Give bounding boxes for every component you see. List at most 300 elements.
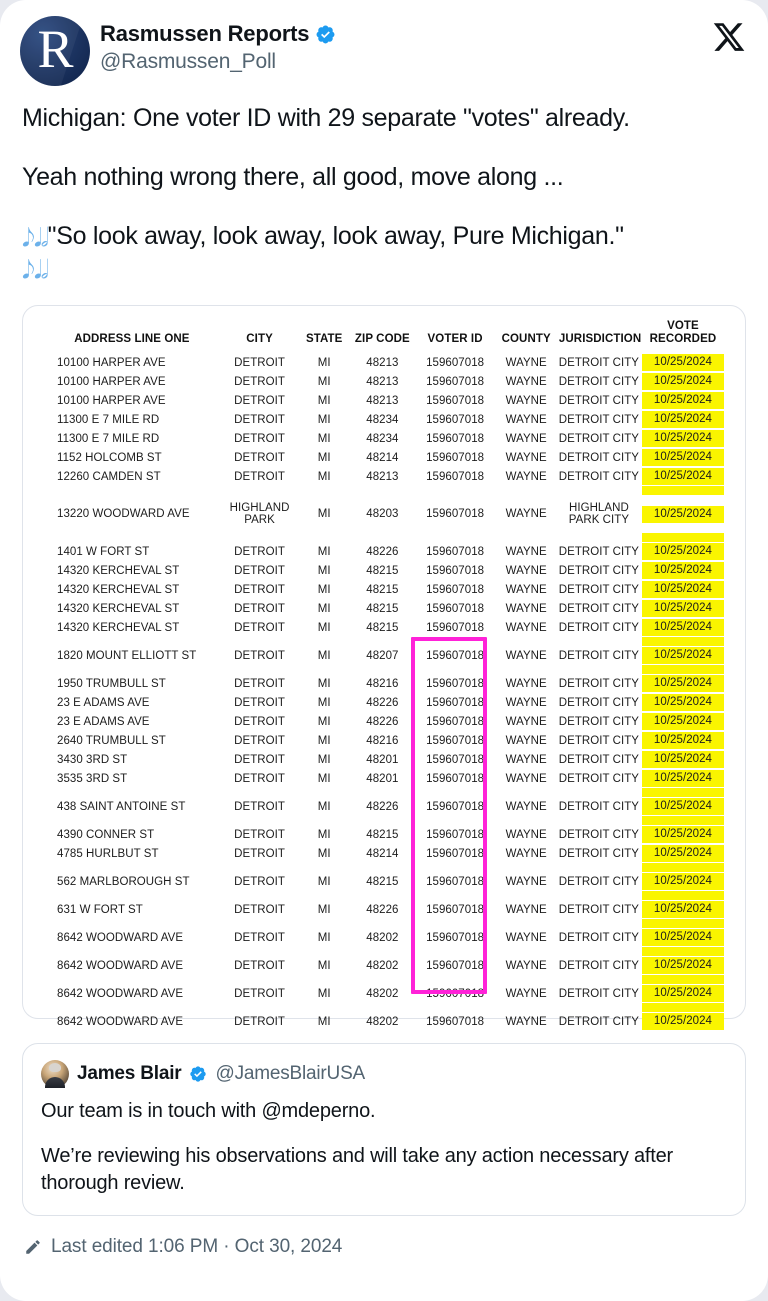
cell-voter-id: 159607018 [426, 800, 485, 813]
spacer-cell [415, 816, 496, 825]
account-name-block [100, 20, 336, 74]
spacer-cell [557, 486, 641, 495]
cell-voter-id: 159607018 [426, 696, 485, 709]
spacer-cell [415, 919, 496, 928]
spacer-cell [350, 637, 415, 646]
cell-zip: 48202 [366, 931, 399, 944]
vote-highlight: 10/25/2024 [642, 543, 724, 560]
table-header [43, 318, 725, 353]
cell-zip: 48202 [366, 987, 399, 1000]
cell-state: MI [317, 931, 331, 944]
table-row [43, 750, 725, 769]
cell-voter-id: 159607018 [426, 451, 485, 464]
spacer-cell [415, 863, 496, 872]
cell-address: 1820 MOUNT ELLIOTT ST [57, 649, 197, 662]
cell-vote-recorded [641, 731, 725, 750]
col-header-vote-recorded [641, 318, 725, 353]
cell-county: WAYNE [505, 602, 547, 615]
cell-voter-id: 159607018 [426, 545, 485, 558]
spacer-cell [221, 486, 299, 495]
cell-county: WAYNE [505, 413, 547, 426]
cell-voter-id: 159607018 [426, 470, 485, 483]
table-row [43, 844, 725, 863]
cell-state: MI [317, 432, 331, 445]
pencil-icon [24, 1238, 42, 1256]
tweet-line-3-text: "So look away, look away, look away, Pure Michigan." [47, 221, 624, 250]
spacer-cell [557, 816, 641, 825]
spacer-cell [221, 533, 299, 542]
cell-voter-id: 159607018 [426, 649, 485, 662]
tweet-footer [24, 1236, 746, 1258]
cell-zip: 48201 [366, 753, 399, 766]
table-row [43, 825, 725, 844]
cell-zip: 48214 [366, 847, 399, 860]
musical-notes-icon: 𝅘𝅥𝅮𝅘𝅥𝅗𝅥 [22, 223, 48, 252]
cell-address: 11300 E 7 MILE RD [57, 432, 160, 445]
cell-jurisdiction: DETROIT CITY [558, 545, 640, 558]
cell-vote-recorded [641, 599, 725, 618]
cell-address: 12260 CAMDEN ST [57, 470, 161, 483]
cell-voter-id: 159607018 [426, 715, 485, 728]
table-row-spacer [43, 1003, 725, 1012]
spacer-cell [221, 816, 299, 825]
cell-state: MI [317, 772, 331, 785]
spacer-cell [221, 637, 299, 646]
vote-highlight [642, 788, 724, 797]
cell-city: DETROIT [234, 715, 285, 728]
cell-voter-id: 159607018 [426, 564, 485, 577]
table-row [43, 448, 725, 467]
cell-city: DETROIT [234, 800, 285, 813]
cell-zip: 48213 [366, 470, 399, 483]
table-row [43, 646, 725, 665]
cell-city: DETROIT [234, 394, 285, 407]
spacer-cell [557, 891, 641, 900]
spacer-cell [350, 947, 415, 956]
cell-address: 3430 3RD ST [57, 753, 128, 766]
cell-vote-recorded [641, 984, 725, 1003]
spacer-cell [298, 947, 350, 956]
quoted-avatar[interactable] [41, 1060, 69, 1088]
cell-jurisdiction: DETROIT CITY [558, 800, 640, 813]
cell-state: MI [317, 903, 331, 916]
cell-address: 8642 WOODWARD AVE [57, 1015, 184, 1028]
col-header-voter-id: VOTER ID [427, 333, 483, 346]
spacer-cell [43, 891, 221, 900]
table-row [43, 928, 725, 947]
cell-state: MI [317, 715, 331, 728]
vote-highlight: 10/25/2024 [642, 562, 724, 579]
cell-voter-id: 159607018 [426, 734, 485, 747]
vote-highlight: 10/25/2024 [642, 845, 724, 862]
table-row [43, 429, 725, 448]
verified-badge-icon [189, 1065, 207, 1083]
spacer-cell [415, 486, 496, 495]
cell-jurisdiction: DETROIT CITY [558, 470, 640, 483]
spacer-cell [557, 637, 641, 646]
vote-highlight [642, 486, 724, 495]
table-row [43, 580, 725, 599]
table-row [43, 599, 725, 618]
cell-city: DETROIT [234, 602, 285, 615]
spacer-cell [350, 975, 415, 984]
name-row [100, 20, 336, 48]
spacer-cell [641, 1003, 725, 1012]
spacer-cell [495, 665, 556, 674]
cell-jurisdiction: DETROIT CITY [558, 1015, 640, 1028]
cell-state: MI [317, 413, 331, 426]
cell-voter-id: 159607018 [426, 828, 485, 841]
cell-vote-recorded [641, 495, 725, 533]
cell-jurisdiction: DETROIT CITY [558, 564, 640, 577]
cell-voter-id: 159607018 [426, 677, 485, 690]
cell-county: WAYNE [505, 375, 547, 388]
spacer-cell [641, 637, 725, 646]
cell-zip: 48226 [366, 696, 399, 709]
cell-state: MI [317, 602, 331, 615]
cell-city: DETROIT [234, 413, 285, 426]
table-row [43, 410, 725, 429]
vote-header-line2: RECORDED [649, 333, 717, 346]
cell-address: 562 MARLBOROUGH ST [57, 875, 190, 888]
cell-voter-id: 159607018 [426, 413, 485, 426]
cell-state: MI [317, 800, 331, 813]
vote-highlight [642, 919, 724, 928]
spacer-cell [557, 665, 641, 674]
cell-vote-recorded [641, 580, 725, 599]
cell-zip: 48234 [366, 413, 399, 426]
cell-city: DETROIT [234, 696, 285, 709]
cell-address: 8642 WOODWARD AVE [57, 959, 184, 972]
cell-vote-recorded [641, 410, 725, 429]
spacer-cell [298, 637, 350, 646]
spacer-cell [557, 533, 641, 542]
vote-highlight: 10/25/2024 [642, 901, 724, 918]
cell-zip: 48207 [366, 649, 399, 662]
table-row [43, 693, 725, 712]
spacer-cell [495, 891, 556, 900]
cell-jurisdiction: DETROIT CITY [558, 715, 640, 728]
vote-highlight: 10/25/2024 [642, 798, 724, 815]
cell-state: MI [317, 470, 331, 483]
cell-county: WAYNE [505, 875, 547, 888]
spacer-cell [557, 863, 641, 872]
cell-vote-recorded [641, 900, 725, 919]
spacer-cell [43, 665, 221, 674]
cell-county: WAYNE [505, 903, 547, 916]
tweet-media-image[interactable] [22, 305, 746, 1028]
cell-zip: 48203 [366, 508, 399, 521]
tweet-text [0, 96, 768, 285]
cell-state: MI [317, 828, 331, 841]
vote-highlight [642, 863, 724, 872]
cell-vote-recorded [641, 561, 725, 580]
spacer-cell [221, 665, 299, 674]
cell-jurisdiction: HIGHLAND PARK CITY [568, 502, 630, 527]
cell-city: DETROIT [234, 772, 285, 785]
col-header-jurisdiction: JURISDICTION [558, 333, 642, 346]
cell-zip: 48215 [366, 875, 399, 888]
cell-zip: 48216 [366, 734, 399, 747]
spacer-cell [43, 486, 221, 495]
cell-address: 14320 KERCHEVAL ST [57, 602, 180, 615]
spacer-cell [298, 486, 350, 495]
cell-state: MI [317, 545, 331, 558]
cell-city: DETROIT [234, 564, 285, 577]
cell-vote-recorded [641, 542, 725, 561]
spacer-cell [495, 788, 556, 797]
table-row-spacer [43, 947, 725, 956]
account-handle[interactable]: @Rasmussen_Poll [100, 50, 276, 73]
table-row [43, 769, 725, 788]
cell-jurisdiction: DETROIT CITY [558, 356, 640, 369]
spacer-cell [350, 816, 415, 825]
spacer-cell [221, 919, 299, 928]
cell-zip: 48226 [366, 903, 399, 916]
spacer-cell [641, 891, 725, 900]
cell-zip: 48213 [366, 375, 399, 388]
cell-jurisdiction: DETROIT CITY [558, 931, 640, 944]
avatar-letter: R [37, 19, 73, 79]
vote-highlight: 10/25/2024 [642, 430, 724, 447]
cell-state: MI [317, 734, 331, 747]
cell-zip: 48234 [366, 432, 399, 445]
spacer-cell [641, 665, 725, 674]
spacer-cell [43, 919, 221, 928]
spacer-cell [350, 533, 415, 542]
cell-vote-recorded [641, 372, 725, 391]
table-row [43, 467, 725, 486]
cell-jurisdiction: DETROIT CITY [558, 828, 640, 841]
spacer-cell [495, 816, 556, 825]
vote-highlight [642, 975, 724, 984]
cell-jurisdiction: DETROIT CITY [558, 677, 640, 690]
table-row [43, 542, 725, 561]
cell-address: 3535 3RD ST [57, 772, 128, 785]
vote-highlight: 10/25/2024 [642, 675, 724, 692]
spacer-cell [350, 1003, 415, 1012]
cell-county: WAYNE [505, 1015, 547, 1028]
cell-zip: 48226 [366, 545, 399, 558]
cell-city: DETROIT [234, 649, 285, 662]
vote-highlight [642, 665, 724, 674]
spacer [22, 194, 746, 220]
spacer-cell [43, 1003, 221, 1012]
vote-highlight [642, 891, 724, 900]
spacer-cell [495, 947, 556, 956]
table-row-spacer [43, 486, 725, 495]
vote-highlight: 10/25/2024 [642, 694, 724, 711]
cell-county: WAYNE [505, 847, 547, 860]
quoted-display-name: James Blair [77, 1063, 182, 1084]
cell-address: 14320 KERCHEVAL ST [57, 564, 180, 577]
cell-state: MI [317, 451, 331, 464]
cell-state: MI [317, 583, 331, 596]
cell-vote-recorded [641, 467, 725, 486]
cell-state: MI [317, 677, 331, 690]
cell-jurisdiction: DETROIT CITY [558, 413, 640, 426]
spacer-cell [221, 975, 299, 984]
cell-zip: 48226 [366, 715, 399, 728]
cell-voter-id: 159607018 [426, 508, 485, 521]
last-edited-text: Last edited 1:06 PM · Oct 30, 2024 [51, 1236, 343, 1257]
spacer-cell [495, 919, 556, 928]
cell-address: 14320 KERCHEVAL ST [57, 621, 180, 634]
cell-state: MI [317, 394, 331, 407]
cell-county: WAYNE [505, 545, 547, 558]
vote-highlight: 10/25/2024 [642, 392, 724, 409]
table-row [43, 956, 725, 975]
table-row-spacer [43, 863, 725, 872]
cell-city: DETROIT [234, 545, 285, 558]
col-header-city: CITY [246, 333, 273, 346]
spacer-cell [298, 665, 350, 674]
cell-address: 8642 WOODWARD AVE [57, 931, 184, 944]
spacer-cell [350, 891, 415, 900]
cell-zip: 48215 [366, 828, 399, 841]
quoted-line-2: We’re reviewing his observations and will take any action necessary after thorough review. [41, 1145, 674, 1194]
spacer-cell [557, 788, 641, 797]
vote-highlight: 10/25/2024 [642, 354, 724, 371]
cell-jurisdiction: DETROIT CITY [558, 847, 640, 860]
spacer [22, 135, 746, 161]
cell-city: DETROIT [234, 451, 285, 464]
cell-jurisdiction: DETROIT CITY [558, 432, 640, 445]
cell-voter-id: 159607018 [426, 394, 485, 407]
cell-voter-id: 159607018 [426, 432, 485, 445]
cell-zip: 48215 [366, 564, 399, 577]
cell-zip: 48216 [366, 677, 399, 690]
spacer-cell [221, 788, 299, 797]
cell-city: DETROIT [234, 356, 285, 369]
col-header-state: STATE [305, 333, 343, 346]
x-logo-icon[interactable] [712, 20, 746, 54]
cell-city: DETROIT [234, 583, 285, 596]
table-row-spacer [43, 665, 725, 674]
avatar[interactable] [20, 16, 90, 86]
cell-state: MI [317, 621, 331, 634]
spreadsheet-sheet [23, 306, 745, 1028]
cell-state: MI [317, 987, 331, 1000]
spacer-cell [415, 665, 496, 674]
table-row-spacer [43, 891, 725, 900]
cell-vote-recorded [641, 391, 725, 410]
spacer-cell [298, 533, 350, 542]
cell-vote-recorded [641, 769, 725, 788]
vote-highlight [642, 947, 724, 956]
cell-voter-id: 159607018 [426, 356, 485, 369]
spacer-cell [641, 919, 725, 928]
cell-address: 13220 WOODWARD AVE [57, 508, 190, 521]
cell-county: WAYNE [505, 508, 547, 521]
cell-city: DETROIT [234, 1015, 285, 1028]
table-row [43, 495, 725, 533]
cell-county: WAYNE [505, 987, 547, 1000]
cell-zip: 48214 [366, 451, 399, 464]
cell-county: WAYNE [505, 800, 547, 813]
table-body [43, 353, 725, 1031]
spacer-cell [43, 863, 221, 872]
cell-address: 2640 TRUMBULL ST [57, 734, 166, 747]
spacer-cell [415, 1003, 496, 1012]
verified-badge-icon [315, 24, 336, 45]
cell-voter-id: 159607018 [426, 1015, 485, 1028]
cell-jurisdiction: DETROIT CITY [558, 451, 640, 464]
spacer-cell [641, 947, 725, 956]
cell-vote-recorded [641, 712, 725, 731]
cell-jurisdiction: DETROIT CITY [558, 602, 640, 615]
spacer-cell [298, 816, 350, 825]
cell-state: MI [317, 508, 331, 521]
cell-state: MI [317, 375, 331, 388]
spacer-cell [43, 533, 221, 542]
cell-voter-id: 159607018 [426, 959, 485, 972]
table-row [43, 561, 725, 580]
table-row [43, 353, 725, 372]
spacer-cell [495, 637, 556, 646]
vote-highlight [642, 816, 724, 825]
spacer-cell [350, 863, 415, 872]
tweet-line-3 [22, 220, 746, 286]
spacer-cell [350, 788, 415, 797]
quoted-handle[interactable]: @JamesBlairUSA [215, 1063, 366, 1084]
spacer-cell [495, 486, 556, 495]
vote-highlight: 10/25/2024 [642, 373, 724, 390]
cell-voter-id: 159607018 [426, 875, 485, 888]
cell-state: MI [317, 564, 331, 577]
spacer-cell [641, 486, 725, 495]
cell-state: MI [317, 696, 331, 709]
table-row-spacer [43, 637, 725, 646]
cell-voter-id: 159607018 [426, 753, 485, 766]
cell-zip: 48201 [366, 772, 399, 785]
cell-zip: 48215 [366, 621, 399, 634]
cell-city: DETROIT [234, 987, 285, 1000]
vote-highlight: 10/25/2024 [642, 826, 724, 843]
vote-highlight [642, 533, 724, 542]
cell-city: DETROIT [234, 470, 285, 483]
vote-highlight: 10/25/2024 [642, 985, 724, 1002]
cell-county: WAYNE [505, 696, 547, 709]
cell-county: WAYNE [505, 621, 547, 634]
spacer-cell [43, 947, 221, 956]
cell-jurisdiction: DETROIT CITY [558, 753, 640, 766]
spacer-cell [350, 665, 415, 674]
cell-vote-recorded [641, 872, 725, 891]
spacer-cell [415, 975, 496, 984]
cell-zip: 48202 [366, 959, 399, 972]
cell-city: DETROIT [234, 621, 285, 634]
cell-address: 1401 W FORT ST [57, 545, 150, 558]
cell-county: WAYNE [505, 432, 547, 445]
vote-highlight: 10/25/2024 [642, 732, 724, 749]
cell-vote-recorded [641, 429, 725, 448]
vote-highlight: 10/25/2024 [642, 751, 724, 768]
spacer-cell [495, 863, 556, 872]
table-row [43, 872, 725, 891]
table-row-spacer [43, 533, 725, 542]
spacer-cell [43, 788, 221, 797]
table-row [43, 674, 725, 693]
quoted-tweet[interactable] [22, 1043, 746, 1216]
cell-jurisdiction: DETROIT CITY [558, 649, 640, 662]
table-row [43, 712, 725, 731]
cell-voter-id: 159607018 [426, 621, 485, 634]
vote-highlight [642, 637, 724, 646]
cell-jurisdiction: DETROIT CITY [558, 875, 640, 888]
cell-county: WAYNE [505, 931, 547, 944]
cell-state: MI [317, 356, 331, 369]
